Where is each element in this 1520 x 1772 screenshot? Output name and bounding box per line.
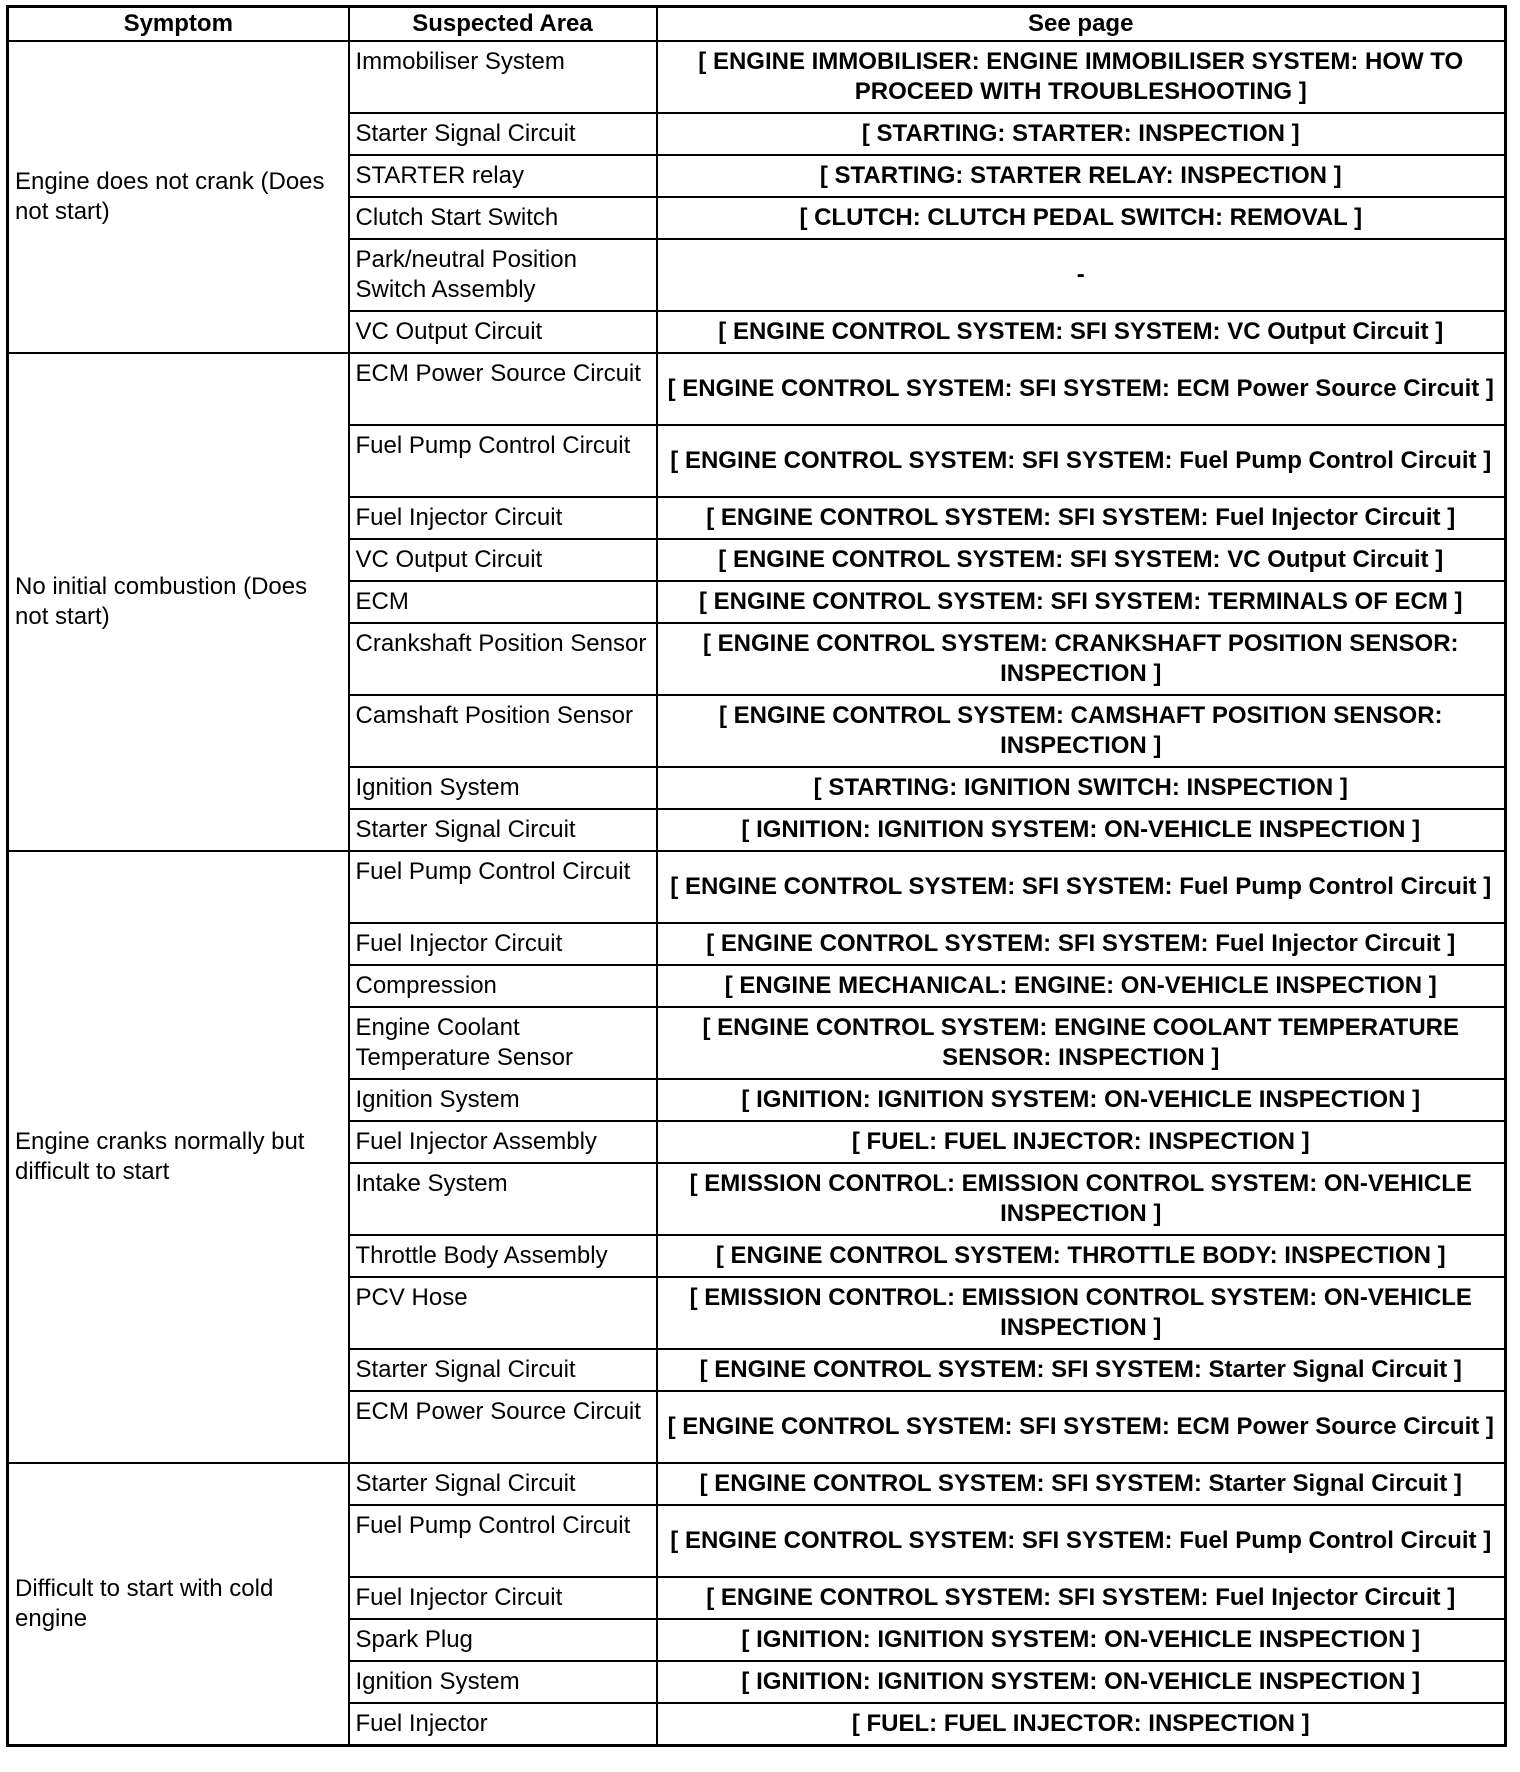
see-page-cell: [ ENGINE CONTROL SYSTEM: ENGINE COOLANT TEMPERATURE SENSOR: INSPECTION ] bbox=[657, 1007, 1506, 1079]
symptom-cell: Difficult to start with cold engine bbox=[8, 1463, 349, 1746]
see-page-cell: [ CLUTCH: CLUTCH PEDAL SWITCH: REMOVAL ] bbox=[657, 197, 1506, 239]
symptom-cell: Engine does not crank (Does not start) bbox=[8, 41, 349, 353]
suspected-area-cell: Fuel Injector Assembly bbox=[349, 1121, 657, 1163]
see-page-cell: [ STARTING: STARTER RELAY: INSPECTION ] bbox=[657, 155, 1506, 197]
see-page-cell: [ IGNITION: IGNITION SYSTEM: ON-VEHICLE INSPECTION ] bbox=[657, 1661, 1506, 1703]
see-page-cell: [ ENGINE CONTROL SYSTEM: SFI SYSTEM: VC Output Circuit ] bbox=[657, 539, 1506, 581]
suspected-area-cell: Fuel Pump Control Circuit bbox=[349, 425, 657, 497]
see-page-cell: [ ENGINE CONTROL SYSTEM: SFI SYSTEM: Fuel Pump Control Circuit ] bbox=[657, 851, 1506, 923]
see-page-cell: [ IGNITION: IGNITION SYSTEM: ON-VEHICLE INSPECTION ] bbox=[657, 809, 1506, 851]
suspected-area-cell: Intake System bbox=[349, 1163, 657, 1235]
suspected-area-cell: Camshaft Position Sensor bbox=[349, 695, 657, 767]
suspected-area-cell: Starter Signal Circuit bbox=[349, 1463, 657, 1505]
suspected-area-cell: PCV Hose bbox=[349, 1277, 657, 1349]
troubleshooting-document bbox=[6, 5, 1507, 1747]
suspected-area-cell: STARTER relay bbox=[349, 155, 657, 197]
see-page-cell: [ ENGINE CONTROL SYSTEM: SFI SYSTEM: Starter Signal Circuit ] bbox=[657, 1463, 1506, 1505]
suspected-area-cell: Clutch Start Switch bbox=[349, 197, 657, 239]
see-page-cell: [ ENGINE CONTROL SYSTEM: SFI SYSTEM: Starter Signal Circuit ] bbox=[657, 1349, 1506, 1391]
header-see-page: See page bbox=[657, 7, 1506, 42]
suspected-area-cell: Fuel Injector Circuit bbox=[349, 497, 657, 539]
suspected-area-cell: Park/neutral Position Switch Assembly bbox=[349, 239, 657, 311]
suspected-area-cell: Fuel Pump Control Circuit bbox=[349, 1505, 657, 1577]
suspected-area-cell: Fuel Injector Circuit bbox=[349, 923, 657, 965]
suspected-area-cell: ECM Power Source Circuit bbox=[349, 353, 657, 425]
symptom-cell: No initial combustion (Does not start) bbox=[8, 353, 349, 851]
table-row bbox=[8, 1463, 1506, 1505]
suspected-area-cell: Ignition System bbox=[349, 1079, 657, 1121]
see-page-cell: [ ENGINE CONTROL SYSTEM: SFI SYSTEM: VC Output Circuit ] bbox=[657, 311, 1506, 353]
see-page-cell: [ IGNITION: IGNITION SYSTEM: ON-VEHICLE INSPECTION ] bbox=[657, 1619, 1506, 1661]
see-page-cell: [ ENGINE CONTROL SYSTEM: SFI SYSTEM: ECM Power Source Circuit ] bbox=[657, 353, 1506, 425]
see-page-cell: [ ENGINE CONTROL SYSTEM: CAMSHAFT POSITION SENSOR: INSPECTION ] bbox=[657, 695, 1506, 767]
suspected-area-cell: Crankshaft Position Sensor bbox=[349, 623, 657, 695]
see-page-cell: [ FUEL: FUEL INJECTOR: INSPECTION ] bbox=[657, 1703, 1506, 1746]
see-page-cell: [ IGNITION: IGNITION SYSTEM: ON-VEHICLE INSPECTION ] bbox=[657, 1079, 1506, 1121]
header-suspected-area: Suspected Area bbox=[349, 7, 657, 42]
suspected-area-cell: Fuel Injector bbox=[349, 1703, 657, 1746]
suspected-area-cell: Engine Coolant Temperature Sensor bbox=[349, 1007, 657, 1079]
suspected-area-cell: Fuel Pump Control Circuit bbox=[349, 851, 657, 923]
suspected-area-cell: Throttle Body Assembly bbox=[349, 1235, 657, 1277]
see-page-cell: [ STARTING: STARTER: INSPECTION ] bbox=[657, 113, 1506, 155]
suspected-area-cell: Fuel Injector Circuit bbox=[349, 1577, 657, 1619]
table-header bbox=[8, 7, 1506, 42]
table-row bbox=[8, 851, 1506, 923]
see-page-cell: [ ENGINE MECHANICAL: ENGINE: ON-VEHICLE INSPECTION ] bbox=[657, 965, 1506, 1007]
suspected-area-cell: Starter Signal Circuit bbox=[349, 1349, 657, 1391]
suspected-area-cell: ECM Power Source Circuit bbox=[349, 1391, 657, 1463]
header-symptom: Symptom bbox=[8, 7, 349, 42]
see-page-cell: [ STARTING: IGNITION SWITCH: INSPECTION ] bbox=[657, 767, 1506, 809]
suspected-area-cell: Starter Signal Circuit bbox=[349, 113, 657, 155]
see-page-cell: [ ENGINE CONTROL SYSTEM: SFI SYSTEM: Fuel Injector Circuit ] bbox=[657, 1577, 1506, 1619]
see-page-cell: [ ENGINE CONTROL SYSTEM: SFI SYSTEM: Fuel Injector Circuit ] bbox=[657, 497, 1506, 539]
symptom-table bbox=[6, 5, 1507, 1747]
suspected-area-cell: Ignition System bbox=[349, 1661, 657, 1703]
see-page-cell: - bbox=[657, 239, 1506, 311]
see-page-cell: [ ENGINE CONTROL SYSTEM: CRANKSHAFT POSITION SENSOR: INSPECTION ] bbox=[657, 623, 1506, 695]
see-page-cell: [ ENGINE CONTROL SYSTEM: SFI SYSTEM: Fuel Pump Control Circuit ] bbox=[657, 425, 1506, 497]
header-row bbox=[8, 7, 1506, 42]
symptom-cell: Engine cranks normally but difficult to start bbox=[8, 851, 349, 1463]
table-row bbox=[8, 41, 1506, 113]
see-page-cell: [ ENGINE CONTROL SYSTEM: SFI SYSTEM: Fuel Pump Control Circuit ] bbox=[657, 1505, 1506, 1577]
see-page-cell: [ ENGINE IMMOBILISER: ENGINE IMMOBILISER SYSTEM: HOW TO PROCEED WITH TROUBLESHOOTING ] bbox=[657, 41, 1506, 113]
table-row bbox=[8, 353, 1506, 425]
see-page-cell: [ ENGINE CONTROL SYSTEM: THROTTLE BODY: INSPECTION ] bbox=[657, 1235, 1506, 1277]
see-page-cell: [ ENGINE CONTROL SYSTEM: SFI SYSTEM: Fuel Injector Circuit ] bbox=[657, 923, 1506, 965]
see-page-cell: [ EMISSION CONTROL: EMISSION CONTROL SYSTEM: ON-VEHICLE INSPECTION ] bbox=[657, 1277, 1506, 1349]
suspected-area-cell: VC Output Circuit bbox=[349, 311, 657, 353]
suspected-area-cell: Spark Plug bbox=[349, 1619, 657, 1661]
see-page-cell: [ ENGINE CONTROL SYSTEM: SFI SYSTEM: TERMINALS OF ECM ] bbox=[657, 581, 1506, 623]
suspected-area-cell: Immobiliser System bbox=[349, 41, 657, 113]
suspected-area-cell: VC Output Circuit bbox=[349, 539, 657, 581]
suspected-area-cell: Compression bbox=[349, 965, 657, 1007]
suspected-area-cell: Starter Signal Circuit bbox=[349, 809, 657, 851]
see-page-cell: [ EMISSION CONTROL: EMISSION CONTROL SYSTEM: ON-VEHICLE INSPECTION ] bbox=[657, 1163, 1506, 1235]
suspected-area-cell: Ignition System bbox=[349, 767, 657, 809]
see-page-cell: [ FUEL: FUEL INJECTOR: INSPECTION ] bbox=[657, 1121, 1506, 1163]
suspected-area-cell: ECM bbox=[349, 581, 657, 623]
table-body bbox=[8, 41, 1506, 1746]
see-page-cell: [ ENGINE CONTROL SYSTEM: SFI SYSTEM: ECM Power Source Circuit ] bbox=[657, 1391, 1506, 1463]
